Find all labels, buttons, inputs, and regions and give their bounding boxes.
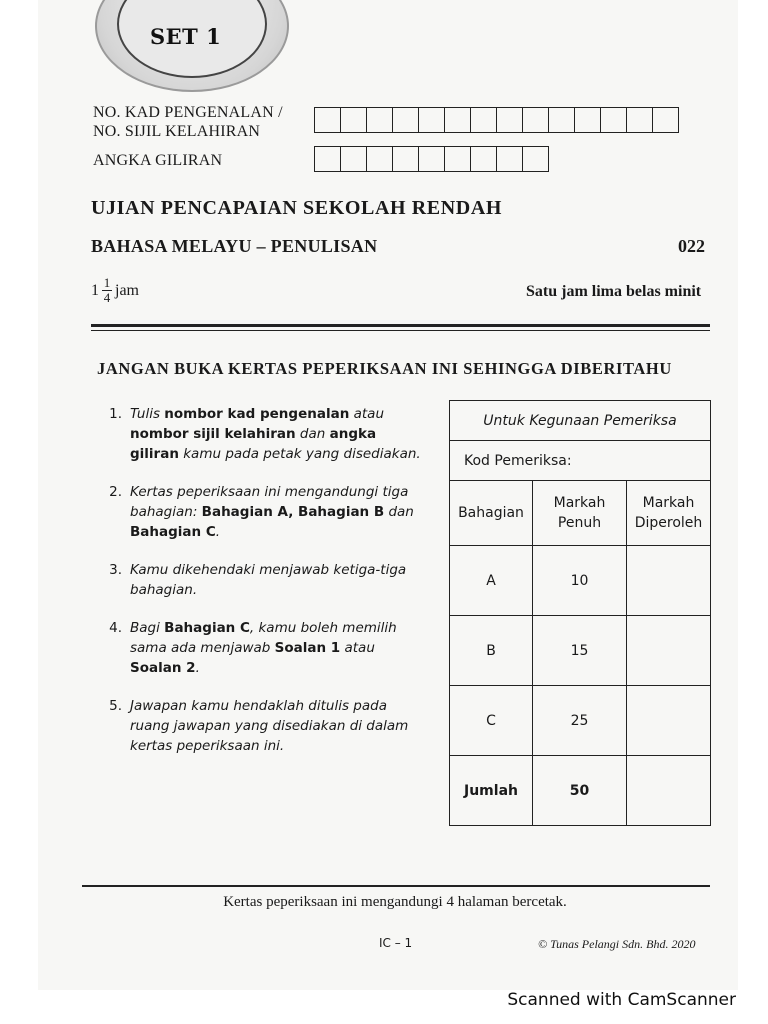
table-row (450, 546, 711, 616)
duration-unit: jam (115, 281, 139, 299)
set-label: SET 1 (150, 24, 222, 49)
warning-text: JANGAN BUKA KERTAS PEPERIKSAAN INI SEHINGGA DIBERITAHU (97, 359, 672, 378)
col-header-section: Bahagian (450, 481, 533, 546)
section-cell: C (450, 686, 533, 756)
table-row (450, 616, 711, 686)
duration-denominator: 4 (103, 290, 111, 305)
full-mark-cell: 10 (533, 546, 627, 616)
marks-table (449, 400, 711, 826)
section-cell: B (450, 616, 533, 686)
examiner-code-label: Kod Pemeriksa: (450, 441, 711, 481)
obtained-mark-cell[interactable] (627, 686, 711, 756)
paper-code: 022 (678, 236, 705, 256)
duration-words: Satu jam lima belas minit (526, 283, 702, 300)
id-label-line1: NO. KAD PENGENALAN / (93, 104, 283, 121)
page-number: IC – 1 (379, 936, 413, 950)
instruction-item: 1. Tulis nombor kad pengenalan atau nombor sijil kelahiran dan angka giliran kamu pada petak yang disediakan. (109, 406, 421, 462)
instruction-item: 3. Kamu dikehendaki menjawab ketiga-tiga bahagian. (109, 562, 407, 598)
footer-divider (82, 885, 710, 887)
total-label: Jumlah (450, 756, 533, 826)
duration (91, 276, 139, 305)
header-divider (91, 324, 710, 327)
col-header-full: Markah Penuh (533, 481, 627, 546)
header-divider-thin (91, 330, 710, 331)
instruction-item: 2. Kertas peperiksaan ini mengandungi tiga bahagian: Bahagian A, Bahagian B dan Bahagian C. (109, 484, 414, 540)
copyright: © Tunas Pelangi Sdn. Bhd. 2020 (538, 937, 696, 951)
section-cell: A (450, 546, 533, 616)
duration-fraction (102, 276, 112, 305)
marks-table-title: Untuk Kegunaan Pemeriksa (450, 401, 711, 441)
obtained-mark-cell[interactable] (627, 616, 711, 686)
table-row-total (450, 756, 711, 826)
footer-note: Kertas peperiksaan ini mengandungi 4 halaman bercetak. (223, 894, 567, 910)
exam-subject: BAHASA MELAYU – PENULISAN (91, 236, 378, 256)
full-mark-cell: 25 (533, 686, 627, 756)
index-number-boxes[interactable] (314, 146, 549, 172)
full-mark-cell: 15 (533, 616, 627, 686)
total-full-mark: 50 (533, 756, 627, 826)
table-row (450, 686, 711, 756)
obtained-mark-cell[interactable] (627, 546, 711, 616)
id-label-line2: NO. SIJIL KELAHIRAN (93, 123, 261, 140)
id-number-boxes[interactable] (314, 107, 679, 133)
col-header-obtained: Markah Diperoleh (627, 481, 711, 546)
instruction-item: 5. Jawapan kamu hendaklah ditulis pada ruang jawapan yang disediakan di dalam kertas peperiksaan ini. (109, 698, 409, 754)
instructions-list (96, 404, 426, 774)
index-label: ANGKA GILIRAN (93, 152, 223, 169)
duration-whole: 1 (91, 281, 99, 299)
duration-numerator: 1 (103, 275, 111, 290)
total-obtained-cell[interactable] (627, 756, 711, 826)
scanner-watermark: Scanned with CamScanner (507, 990, 736, 1010)
instruction-item: 4. Bagi Bahagian C, kamu boleh memilih sama ada menjawab Soalan 1 atau Soalan 2. (109, 620, 397, 676)
exam-title: UJIAN PENCAPAIAN SEKOLAH RENDAH (91, 197, 503, 219)
